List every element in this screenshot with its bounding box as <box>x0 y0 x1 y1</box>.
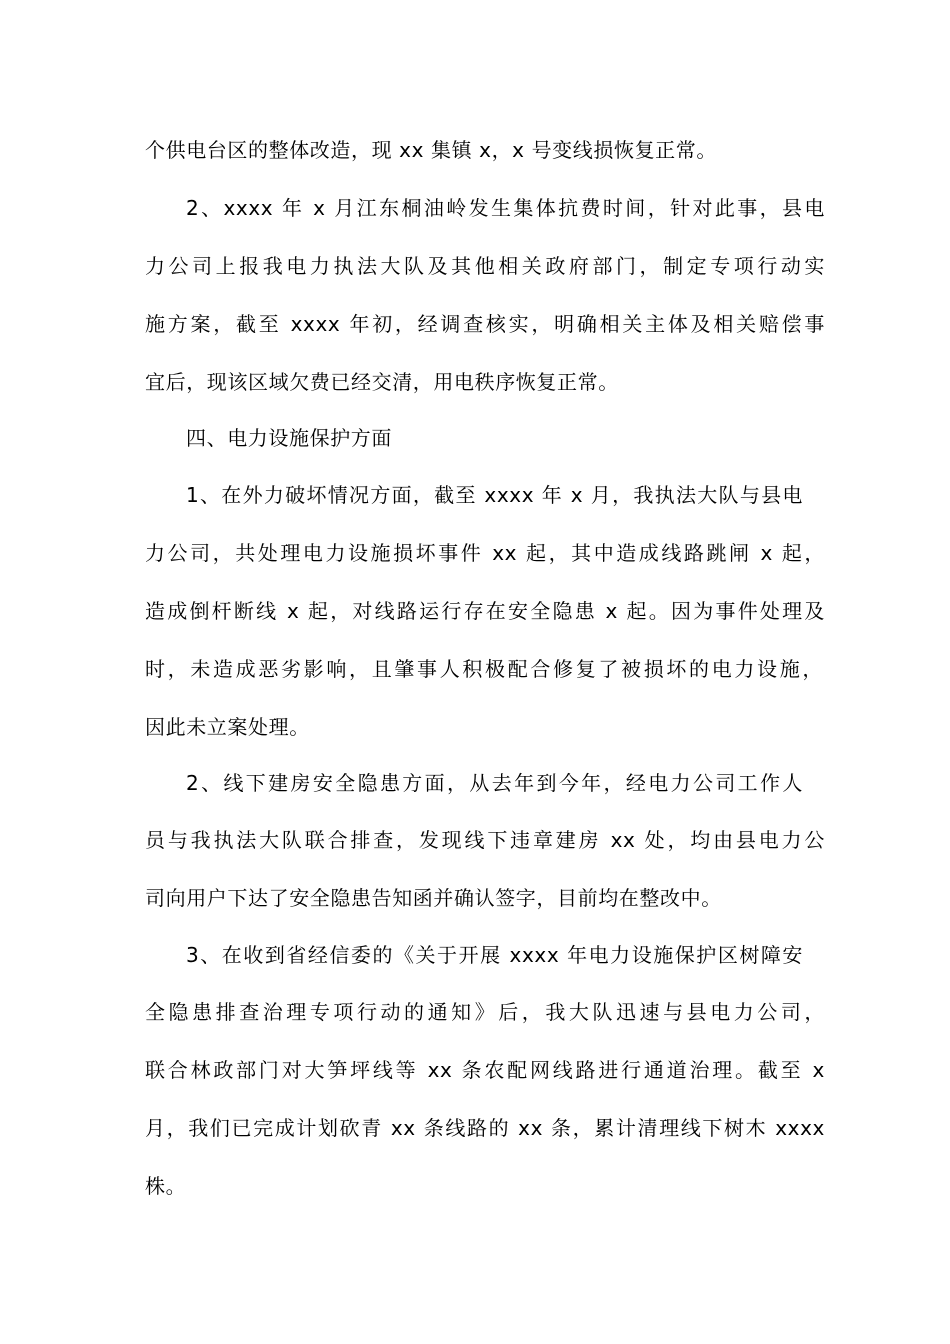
text-line: 力公司上报我电力执法大队及其他相关政府部门，制定专项行动实 <box>145 254 825 278</box>
text-line: 月，我们已完成计划砍青 xx 条线路的 xx 条，累计清理线下树木 xxxx <box>145 1116 825 1140</box>
paragraph-first-line: 1、在外力破坏情况方面，截至 xxxx 年 x 月，我执法大队与县电 <box>186 483 803 507</box>
text-line: 个供电台区的整体改造，现 xx 集镇 x，x 号变线损恢复正常。 <box>145 138 717 162</box>
text-line: 全隐患排查治理专项行动的通知》后，我大队迅速与县电力公司， <box>145 1000 825 1024</box>
text-line: 司向用户下达了安全隐患告知函并确认签字，目前均在整改中。 <box>145 886 722 910</box>
paragraph-first-line: 2、xxxx 年 x 月江东桐油岭发生集体抗费时间，针对此事，县电 <box>186 196 825 220</box>
paragraph-first-line: 3、在收到省经信委的《关于开展 xxxx 年电力设施保护区树障安 <box>186 943 803 967</box>
text-line: 造成倒杆断线 x 起，对线路运行存在安全隐患 x 起。因为事件处理及 <box>145 599 825 623</box>
text-line: 员与我执法大队联合排查，发现线下违章建房 xx 处，均由县电力公 <box>145 828 825 852</box>
text-line: 施方案，截至 xxxx 年初，经调查核实，明确相关主体及相关赔偿事 <box>145 312 825 336</box>
text-line: 因此未立案处理。 <box>145 715 310 739</box>
text-line: 联合林政部门对大笋坪线等 xx 条农配网线路进行通道治理。截至 x <box>145 1058 825 1082</box>
text-line: 宜后，现该区域欠费已经交清，用电秩序恢复正常。 <box>145 370 619 394</box>
text-line: 株。 <box>145 1174 187 1198</box>
text-line: 时，未造成恶劣影响，且肇事人积极配合修复了被损坏的电力设施， <box>145 657 823 681</box>
paragraph-first-line: 2、线下建房安全隐患方面，从去年到今年，经电力公司工作人 <box>186 771 803 795</box>
section-heading: 四、电力设施保护方面 <box>186 426 392 450</box>
text-line: 力公司，共处理电力设施损坏事件 xx 起，其中造成线路跳闸 x 起， <box>145 541 825 565</box>
